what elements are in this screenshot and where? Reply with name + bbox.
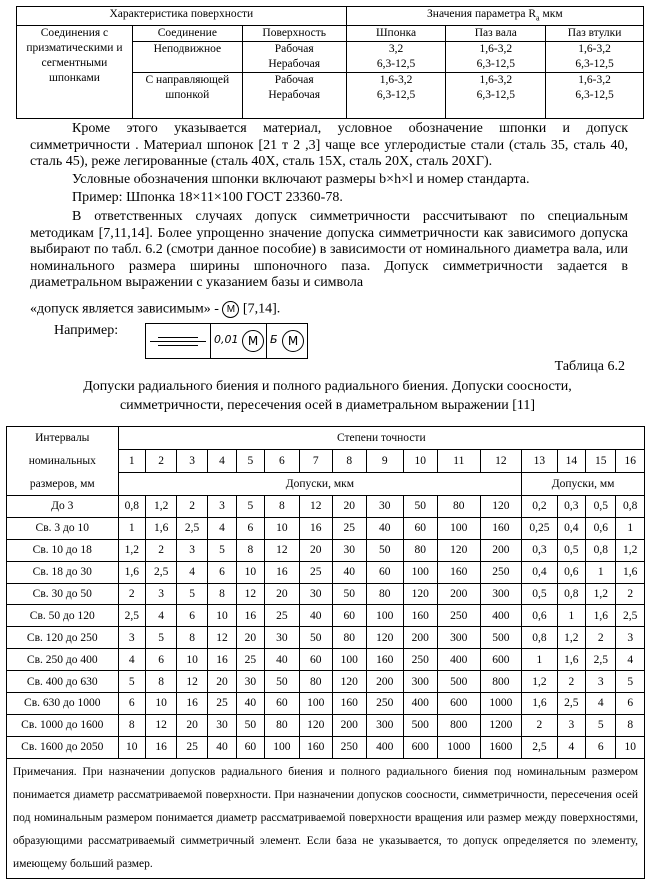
tolerance-cell: 250 [403,649,437,671]
tolerance-cell: 30 [207,714,236,736]
tolerance-cell: 25 [177,736,207,758]
symmetry-icon-bottom [158,345,198,346]
tolerance-cell: 2 [522,714,558,736]
tolerance-cell: 200 [480,539,522,561]
tolerance-cell: 1200 [480,714,522,736]
tolerance-cell: 2 [145,539,176,561]
tolerance-cell: 0,8 [616,496,645,518]
tolerance-cell: 0,3 [522,539,558,561]
tolerance-cell: 6 [207,561,236,583]
surface-nonwork: Нерабочая [242,88,346,119]
tolerance-cell: 300 [438,627,481,649]
table-row [7,714,645,736]
tolerance-cell: 6 [616,693,645,715]
tolerance-cell: 120 [438,539,481,561]
tolerance-cell: 1,2 [145,496,176,518]
degree-cell: 3 [177,450,207,473]
tolerance-cell: 160 [480,517,522,539]
tolerance-cell: 6 [145,649,176,671]
tolerance-cell: 600 [480,649,522,671]
tolerance-cell: 10 [145,693,176,715]
tolerance-cell: 100 [367,605,404,627]
tolerance-cell: 1,2 [616,539,645,561]
tolerance-cell: 3 [586,671,616,693]
tolerance-cell: 25 [332,517,366,539]
intervals-header: номинальных [7,450,119,473]
tolerance-cell: 0,6 [586,517,616,539]
paragraph-example: Пример: Шпонка 18×11×100 ГОСТ 23360-78. [72,190,343,205]
degree-cell: 6 [264,450,300,473]
tolerance-cell: 160 [367,649,404,671]
interval-label: Св. 30 до 50 [7,583,119,605]
tolerance-cell: 12 [237,583,264,605]
tolerance-cell: 100 [332,649,366,671]
m-circle-icon: M [222,301,239,318]
tolerance-cell: 6 [237,517,264,539]
tolerance-cell: 1,2 [522,671,558,693]
tolerance-frame [145,323,308,359]
tolerance-cell: 16 [177,693,207,715]
col-bush-groove: Паз втулки [546,26,644,42]
tolerance-cell: 800 [480,671,522,693]
tolerance-cell: 2,5 [118,605,145,627]
interval-label: Св. 250 до 400 [7,649,119,671]
tolerance-cell: 30 [237,671,264,693]
table-note: Примечания. При назначении допусков радиального биения и полного радиального биения под номинальным размером понимается диаметр рассматриваемой поверхности. При назначении допусков соосности, симметричности, пересечения осей под номинальным размером понимается диаметр рассматриваемой поверхности вращения или размер между поверхностями, образующими рассматриваемый симметричный элемент. Если база не указывается, то допуск определяется по элементу, имеющему больший размер. [7,758,645,878]
tolerance-cell: 120 [480,496,522,518]
tolerance-cell: 300 [403,671,437,693]
tolerance-cell: 10 [207,605,236,627]
tolerance-cell: 60 [264,693,300,715]
tolerance-cell: 60 [237,736,264,758]
table-row [7,583,645,605]
tolerance-cell: 5 [145,627,176,649]
table-label: Таблица 6.2 [554,359,625,374]
table-row [7,605,645,627]
tolerance-table [6,426,645,879]
ra-cell: 1,6-3,2 [546,42,644,58]
surface-nonwork: Нерабочая [242,57,346,73]
tolerance-cell: 0,6 [522,605,558,627]
tolerance-cell: 2 [616,583,645,605]
tolerance-cell: 10 [118,736,145,758]
tolerance-cell: 50 [300,627,332,649]
symmetry-icon-mid [150,341,206,342]
m-circle-icon: M [282,330,304,352]
tolerance-cell: 1,2 [557,627,585,649]
intervals-header: Интервалы [7,427,119,450]
tolerance-cell: 5 [177,583,207,605]
ra-cell: 6,3-12,5 [346,88,446,119]
tolerance-cell: 300 [480,583,522,605]
tolerance-cell: 160 [403,605,437,627]
tolerance-cell: 300 [367,714,404,736]
tolerance-cell: 500 [438,671,481,693]
tolerance-cell: 50 [332,583,366,605]
table-row [7,561,645,583]
tolerance-cell: 1,6 [118,561,145,583]
tolerance-cell: 2,5 [145,561,176,583]
tolerance-cell: 8 [145,671,176,693]
connection-fixed: Неподвижное [132,42,242,73]
table-row [7,671,645,693]
interval-label: Св. 630 до 1000 [7,693,119,715]
degree-cell: 7 [300,450,332,473]
interval-label: Св. 120 до 250 [7,627,119,649]
tolerance-cell: 10 [177,649,207,671]
tolerance-cell: 250 [367,693,404,715]
tolerance-cell: 400 [438,649,481,671]
degree-cell: 9 [367,450,404,473]
tolerance-cell: 100 [438,517,481,539]
joint-type-cell: Соединения с призматическими и сегментными шпонками [17,26,133,119]
tolerance-cell: 50 [264,671,300,693]
col-connection: Соединение [132,26,242,42]
tolerance-cell: 6 [118,693,145,715]
tolerance-cell: 5 [207,539,236,561]
tolerance-cell: 100 [300,693,332,715]
tolerance-cell: 1600 [480,736,522,758]
tolerance-cell: 0,8 [118,496,145,518]
tolerance-cell: 1,6 [616,561,645,583]
degree-cell: 13 [522,450,558,473]
tolerance-cell: 25 [264,605,300,627]
tolerance-cell: 250 [438,605,481,627]
table-row [7,539,645,561]
tolerance-cell: 10 [237,561,264,583]
tolerance-cell: 200 [438,583,481,605]
tolerance-cell: 0,4 [522,561,558,583]
tolerance-cell: 3 [207,496,236,518]
tolerance-cell: 3 [145,583,176,605]
paragraph-material: Кроме этого указывается материал, условное обозначение шпонки и допуск симметричности . Материал шпонок [21 т 2 ,3] чаще все углеродистые стали (сталь 35, сталь 40, сталь 45), реже легированные (сталь 40Х, сталь 15Х, сталь 20Х, сталь 20ХГ). [30,121,628,169]
ra-cell: 6,3-12,5 [546,57,644,73]
ra-cell: 1,6-3,2 [346,73,446,89]
ra-cell: 6,3-12,5 [446,57,546,73]
tolerance-cell: 12 [300,496,332,518]
tolerance-cell: 1000 [480,693,522,715]
tolerance-cell: 0,2 [522,496,558,518]
tolerance-cell: 12 [264,539,300,561]
connection-guided: С направляющей шпонкой [132,73,242,119]
tolerance-cell: 2 [177,496,207,518]
tolerance-cell: 4 [177,561,207,583]
tolerance-cell: 3 [118,627,145,649]
tolerance-cell: 40 [332,561,366,583]
table-row [7,496,645,518]
degree-cell: 11 [438,450,481,473]
tolerance-cell: 400 [403,693,437,715]
tolerance-cell: 1 [118,517,145,539]
tolerance-cell: 80 [403,539,437,561]
tolerance-cell: 200 [367,671,404,693]
tolerance-cell: 1 [522,649,558,671]
tolerance-cell: 4 [586,693,616,715]
tolerance-cell: 5 [237,496,264,518]
tolerance-cell: 8 [237,539,264,561]
tolerance-cell: 200 [332,714,366,736]
tolerance-cell: 1,2 [118,539,145,561]
tolerance-cell: 8 [118,714,145,736]
table-caption-line2: симметричности, пересечения осей в диаметральном выражении [11] [119,398,536,413]
paragraph-designation: Условные обозначения шпонки включают размеры b×h×l и номер стандарта. [72,172,530,187]
paragraph-symmetry: В ответственных случаях допуск симметричности рассчитывают по специальным методикам [7,11,14]. Более упрощенно значение допуска симметричности как зависимого допуска выбирают по табл. 6.2 (смотри данное пособие) в зависимости от номинального диаметра вала, или номинального размера ширины шпоночного паза. Допуск симметричности задается в диаметральном выражении с указанием базы и символа [30,209,628,290]
tolerance-cell: 1,6 [145,517,176,539]
tolerance-cell: 1 [557,605,585,627]
interval-label: Св. 1000 до 1600 [7,714,119,736]
tolerance-cell: 100 [403,561,437,583]
interval-label: Св. 400 до 630 [7,671,119,693]
tolerance-cell: 12 [207,627,236,649]
tolerance-cell: 500 [480,627,522,649]
surface-work: Рабочая [242,42,346,58]
degree-cell: 16 [616,450,645,473]
tolerance-cell: 0,8 [586,539,616,561]
table-row [7,517,645,539]
tolerance-cell: 2,5 [177,517,207,539]
tolerance-cell: 1,2 [586,583,616,605]
tolerance-cell: 120 [332,671,366,693]
tolerance-cell: 50 [367,539,404,561]
interval-label: Св. 50 до 120 [7,605,119,627]
table-row [7,693,645,715]
tolerance-cell: 40 [264,649,300,671]
tolerance-cell: 0,6 [557,561,585,583]
degree-cell: 4 [207,450,236,473]
tolerance-cell: 5 [586,714,616,736]
interval-label: Св. 1600 до 2050 [7,736,119,758]
table-row [7,649,645,671]
tolerance-cell: 120 [403,583,437,605]
tolerance-cell: 50 [237,714,264,736]
tolerance-cell: 2 [557,671,585,693]
col-surface: Поверхность [242,26,346,42]
tolerance-cell: 40 [367,517,404,539]
interval-label: До 3 [7,496,119,518]
tolerance-cell: 25 [300,561,332,583]
tolerance-cell: 0,8 [557,583,585,605]
tolerance-cell: 1,6 [522,693,558,715]
tolerance-cell: 80 [438,496,481,518]
tolerance-cell: 500 [403,714,437,736]
tolerance-cell: 30 [332,539,366,561]
tolerance-cell: 200 [403,627,437,649]
ra-cell: 6,3-12,5 [546,88,644,119]
ra-cell: 6,3-12,5 [346,57,446,73]
ra-cell: 6,3-12,5 [446,88,546,119]
ra-cell: 1,6-3,2 [546,73,644,89]
tolerance-cell: 8 [207,583,236,605]
tolerance-cell: 4 [207,517,236,539]
ra-cell: 1,6-3,2 [446,73,546,89]
intervals-header: размеров, мм [7,473,119,496]
table-row [7,627,645,649]
tolerance-cell: 2 [118,583,145,605]
interval-label: Св. 18 до 30 [7,561,119,583]
degrees-header: Степени точности [118,427,644,450]
col-key: Шпонка [346,26,446,42]
tolerance-cell: 6 [586,736,616,758]
tolerance-cell: 20 [207,671,236,693]
tolerance-cell: 0,25 [522,517,558,539]
tolerance-cell: 12 [145,714,176,736]
tolerance-cell: 10 [616,736,645,758]
base-letter: Б [270,333,278,346]
tolerance-cell: 250 [480,561,522,583]
tolerance-cell: 20 [177,714,207,736]
ra-cell: 3,2 [346,42,446,58]
tolerance-cell: 5 [616,671,645,693]
header-ra-values: Значения параметра $R_a$ мкм [346,7,643,26]
tolerance-cell: 16 [237,605,264,627]
tolerance-value: 0,01 [214,333,239,346]
ra-cell: 1,6-3,2 [446,42,546,58]
tolerance-cell: 100 [264,736,300,758]
table-row [7,736,645,758]
tolerance-cell: 1,6 [586,605,616,627]
tolerance-cell: 16 [264,561,300,583]
tolerance-cell: 0,3 [557,496,585,518]
tolerance-cell: 120 [367,627,404,649]
unit-mm-header: Допуски, мм [522,473,645,496]
example-label: Например: [54,323,119,338]
tolerance-cell: 400 [367,736,404,758]
tolerance-cell: 40 [237,693,264,715]
tolerance-cell: 16 [300,517,332,539]
tolerance-cell: 0,5 [522,583,558,605]
tolerance-cell: 2,5 [557,693,585,715]
degree-cell: 10 [403,450,437,473]
tolerance-cell: 160 [332,693,366,715]
tolerance-cell: 20 [237,627,264,649]
degree-cell: 8 [332,450,366,473]
tolerance-cell: 50 [403,496,437,518]
symmetry-icon [158,337,198,338]
tolerance-cell: 0,5 [557,539,585,561]
tolerance-cell: 1 [586,561,616,583]
tolerance-cell: 160 [438,561,481,583]
tolerance-cell: 2,5 [616,605,645,627]
tolerance-cell: 6 [177,605,207,627]
tolerance-cell: 2,5 [586,649,616,671]
tolerance-cell: 4 [557,736,585,758]
m-circle-icon: M [242,330,264,352]
tolerance-cell: 80 [332,627,366,649]
col-shaft-groove: Паз вала [446,26,546,42]
table-caption-line1: Допуски радиального биения и полного радиального биения. Допуски соосности, [83,379,572,394]
tolerance-cell: 30 [300,583,332,605]
tolerance-cell: 1000 [438,736,481,758]
tolerance-cell: 3 [177,539,207,561]
tolerance-cell: 20 [264,583,300,605]
tolerance-cell: 40 [300,605,332,627]
tolerance-cell: 3 [616,627,645,649]
tolerance-cell: 25 [207,693,236,715]
degree-cell: 5 [237,450,264,473]
tolerance-cell: 12 [177,671,207,693]
tolerance-cell: 30 [264,627,300,649]
tolerance-cell: 0,8 [522,627,558,649]
tolerance-cell: 2,5 [522,736,558,758]
tolerance-cell: 60 [300,649,332,671]
tolerance-cell: 80 [367,583,404,605]
tolerance-cell: 800 [438,714,481,736]
tolerance-cell: 8 [177,627,207,649]
tolerance-cell: 40 [207,736,236,758]
tolerance-cell: 1 [616,517,645,539]
tolerance-cell: 3 [557,714,585,736]
tolerance-cell: 8 [616,714,645,736]
tolerance-cell: 60 [403,517,437,539]
tolerance-cell: 4 [145,605,176,627]
tolerance-cell: 10 [264,517,300,539]
degree-cell: 1 [118,450,145,473]
tolerance-cell: 60 [367,561,404,583]
tolerance-cell: 20 [332,496,366,518]
tolerance-cell: 2 [586,627,616,649]
degree-cell: 2 [145,450,176,473]
tolerance-cell: 0,5 [586,496,616,518]
tolerance-cell: 600 [403,736,437,758]
tolerance-cell: 80 [300,671,332,693]
unit-mkm-header: Допуски, мкм [118,473,522,496]
tolerance-cell: 400 [480,605,522,627]
tolerance-cell: 16 [207,649,236,671]
tolerance-cell: 4 [118,649,145,671]
tolerance-cell: 5 [118,671,145,693]
tolerance-cell: 600 [438,693,481,715]
surface-roughness-table [16,6,644,119]
degree-cell: 12 [480,450,522,473]
dependent-tolerance-line: «допуск является зависимым» - M [7,14]. [30,301,281,317]
interval-label: Св. 10 до 18 [7,539,119,561]
tolerance-cell: 1,6 [557,649,585,671]
tolerance-cell: 160 [300,736,332,758]
tolerance-cell: 25 [237,649,264,671]
tolerance-cell: 30 [367,496,404,518]
header-surface-characteristics: Характеристика поверхности [17,7,347,26]
tolerance-cell: 0,4 [557,517,585,539]
interval-label: Св. 3 до 10 [7,517,119,539]
tolerance-cell: 80 [264,714,300,736]
tolerance-cell: 120 [300,714,332,736]
surface-work: Рабочая [242,73,346,89]
tolerance-cell: 4 [616,649,645,671]
tolerance-cell: 20 [300,539,332,561]
tolerance-cell: 8 [264,496,300,518]
degree-cell: 15 [586,450,616,473]
tolerance-cell: 250 [332,736,366,758]
tolerance-cell: 16 [145,736,176,758]
degree-cell: 14 [557,450,585,473]
tolerance-cell: 60 [332,605,366,627]
